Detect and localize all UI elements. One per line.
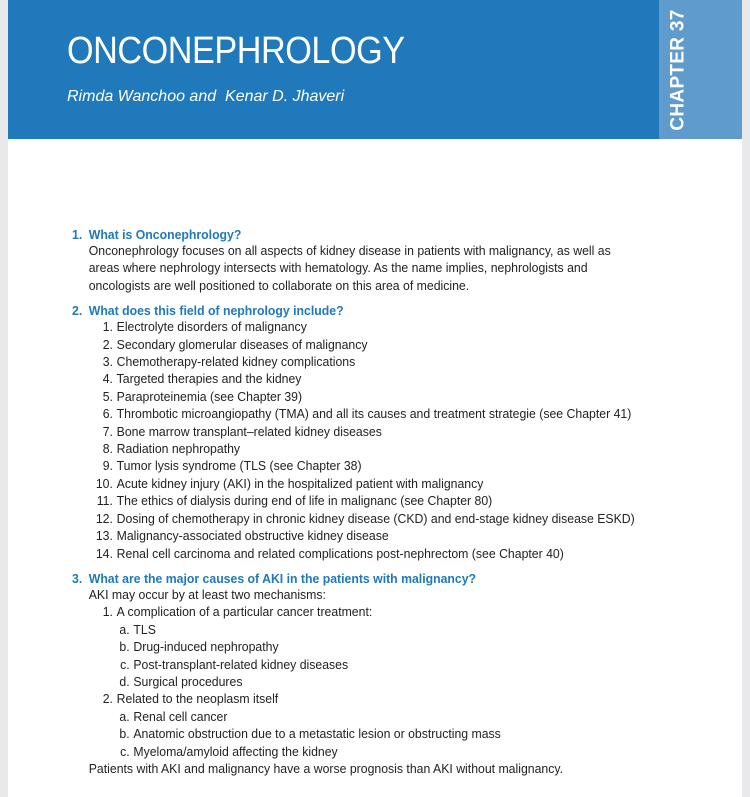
list-item: 11. The ethics of dialysis during end of life in malignanc (see Chapter 80) (96, 493, 493, 509)
answer-3-closing (89, 760, 686, 777)
chapter-header (8, 0, 659, 139)
question-number: 3. (72, 570, 83, 586)
answer-line: Onconephrology focuses on all aspects of kidney disease in patients with malignancy, as well as (88, 243, 611, 258)
sub-list-item: a. Renal cell cancer (119, 708, 228, 724)
list-item: 5. Paraproteinemia (see Chapter 39) (102, 388, 303, 404)
chapter-content (72, 225, 686, 777)
list-item: 4. Targeted therapies and the kidney (102, 371, 302, 387)
mechanism-list (89, 603, 686, 760)
sub-list-item: a. TLS (119, 621, 156, 637)
chapter-title: ONCONEPHROLOGY (67, 30, 405, 72)
question-number: 1. (72, 227, 83, 242)
sub-list (107, 621, 685, 691)
closing-text: Patients with AKI and malignancy have a worse prognosis than AKI without malignancy. (88, 760, 564, 776)
list-item: 10. Acute kidney injury (AKI) in the hospitalized patient with malignancy (95, 475, 484, 491)
sub-list (107, 708, 685, 760)
list-item: 8. Radiation nephropathy (102, 441, 241, 457)
list-item: 9. Tumor lysis syndrome (TLS (see Chapter 38) (102, 458, 362, 474)
list-item: 2. Secondary glomerular diseases of malignancy (102, 336, 368, 352)
chapter-authors: Rimda Wanchoo and Kenar D. Jhaveri (67, 88, 345, 105)
question-text: What does this field of nephrology include? (88, 303, 344, 319)
chapter-number: CHAPTER 37 (668, 8, 689, 131)
answer-line: oncologists are well positioned to collaborate on this area of medicine. (88, 277, 470, 293)
answer-1 (89, 242, 686, 294)
question-2 (72, 303, 686, 318)
list-item: 12. Dosing of chemotherapy in chronic kidney disease (CKD) and end-stage kidney disease ESKD) (95, 510, 635, 526)
sub-list-item: d. Surgical procedures (119, 673, 243, 689)
list-item: 1. A complication of a particular cancer treatment: (102, 604, 373, 620)
sub-list-item: b. Anatomic obstruction due to a metastatic lesion or obstructing mass (119, 726, 501, 742)
chapter-tab (659, 0, 699, 139)
list-item: 6. Thrombotic microangiopathy (TMA) and all its causes and treatment strategie (see Chapter 41) (102, 406, 632, 422)
sub-list-item: b. Drug-induced nephropathy (119, 639, 279, 655)
list-item: 14. Renal cell carcinoma and related complications post-nephrectom (see Chapter 40) (95, 545, 564, 561)
list-item: 2. Related to the neoplasm itself (102, 691, 279, 707)
answer-intro: AKI may occur by at least two mechanisms: (88, 586, 326, 602)
list-item: 1. Electrolyte disorders of malignancy (102, 319, 307, 335)
question-text: What is Onconephrology? (88, 227, 242, 242)
question-text: What are the major causes of AKI in the patients with malignancy? (88, 570, 477, 586)
question-1 (72, 227, 686, 242)
list-item: 3. Chemotherapy-related kidney complications (102, 354, 356, 370)
document-page (8, 0, 742, 797)
list-item: 7. Bone marrow transplant–related kidney diseases (102, 423, 382, 439)
sub-list-item: c. Myeloma/amyloid affecting the kidney (120, 743, 338, 759)
sub-list-item: c. Post-transplant-related kidney diseases (120, 656, 349, 672)
answer-3 (89, 586, 686, 603)
list-item: 13. Malignancy-associated obstructive kidney disease (95, 528, 389, 544)
question-3 (72, 571, 686, 586)
field-list (89, 318, 686, 562)
answer-line: areas where nephrology intersects with hematology. As the name implies, nephrologists and (88, 260, 588, 276)
question-number: 2. (72, 303, 83, 319)
